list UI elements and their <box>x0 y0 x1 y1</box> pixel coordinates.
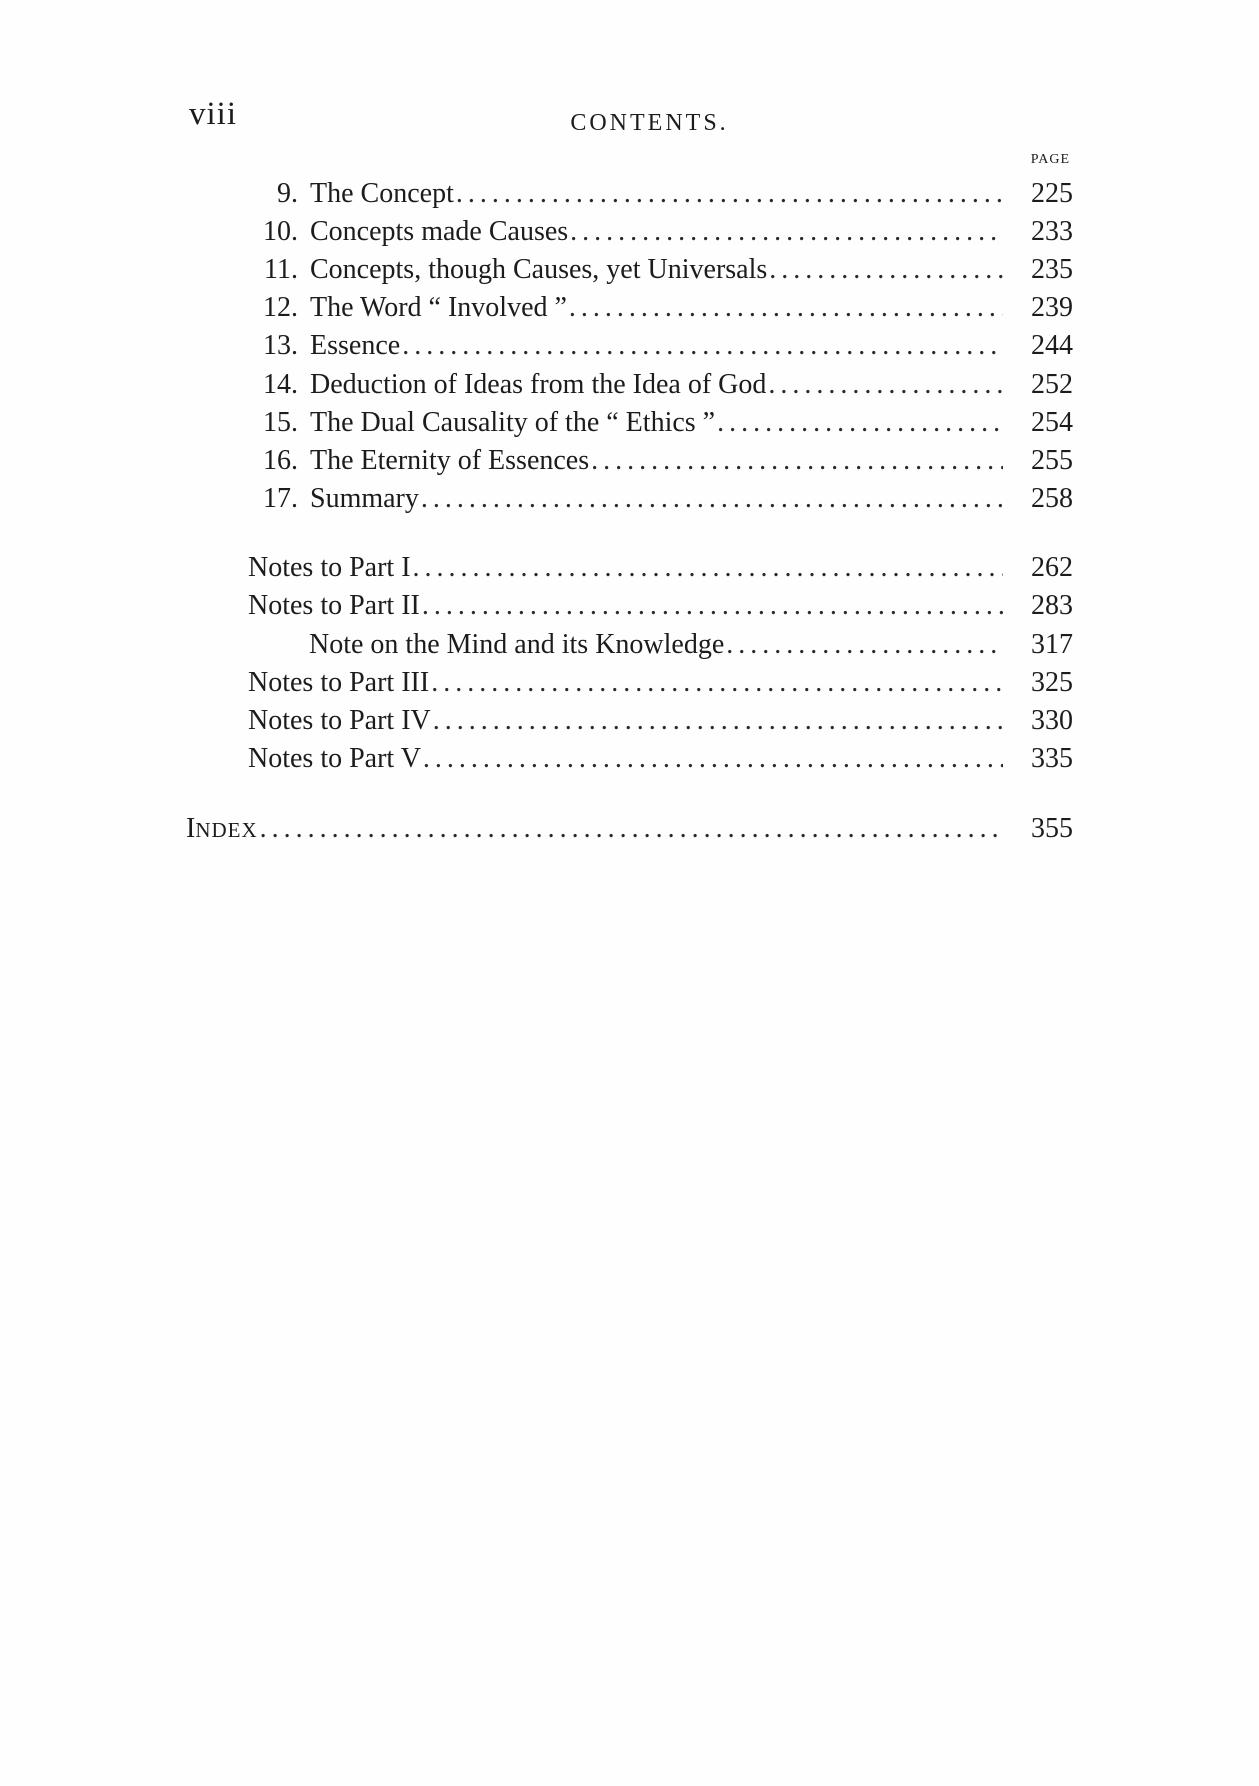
entry-page: 325 <box>1031 667 1073 698</box>
dot-leader <box>431 665 1003 701</box>
toc-entry-index <box>186 811 1073 847</box>
toc-entry <box>248 741 1073 777</box>
entry-page: 244 <box>1031 330 1073 361</box>
toc-entry <box>248 367 1073 403</box>
dot-leader <box>422 588 1003 624</box>
toc-entry <box>248 176 1073 212</box>
entry-number: 16. <box>263 445 298 476</box>
entry-title: Notes to Part II <box>248 590 420 621</box>
dot-leader <box>768 367 1003 403</box>
entry-title: Notes to Part III <box>248 667 430 698</box>
entry-page: 283 <box>1031 590 1073 621</box>
toc-entry <box>248 252 1073 288</box>
entry-title: Concepts, though Causes, yet Universals <box>310 254 768 285</box>
dot-leader <box>423 741 1003 777</box>
toc-entry <box>248 443 1073 479</box>
dot-leader <box>402 328 1003 364</box>
entry-title <box>186 811 258 848</box>
entry-page: 355 <box>1031 813 1073 844</box>
entry-page: 255 <box>1031 445 1073 476</box>
running-head: CONTENTS. <box>570 110 729 136</box>
entry-page: 262 <box>1031 552 1073 583</box>
toc-entry <box>248 405 1073 441</box>
folio-number: viii <box>189 96 238 132</box>
entry-title: Notes to Part IV <box>248 705 431 736</box>
entry-title: Summary <box>310 483 419 514</box>
entry-page: 225 <box>1031 178 1073 209</box>
dot-leader <box>717 405 1003 441</box>
entry-number: 14. <box>263 369 298 400</box>
toc-entry <box>248 550 1073 586</box>
dot-leader <box>456 176 1003 212</box>
entry-page: 235 <box>1031 254 1073 285</box>
entry-number: 13. <box>263 330 298 361</box>
entry-number: 17. <box>263 483 298 514</box>
toc-entry <box>248 588 1073 624</box>
entry-page: 252 <box>1031 369 1073 400</box>
entry-page: 233 <box>1031 216 1073 247</box>
entry-number: 15. <box>263 407 298 438</box>
entry-title: Notes to Part I <box>248 552 411 583</box>
entry-title: Deduction of Ideas from the Idea of God <box>310 369 767 400</box>
entry-page: 258 <box>1031 483 1073 514</box>
toc-entry <box>248 328 1073 364</box>
toc-entry <box>248 703 1073 739</box>
entry-page: 330 <box>1031 705 1073 736</box>
entry-page: 335 <box>1031 743 1073 774</box>
dot-leader <box>726 627 1003 663</box>
entry-title: The Word “ Involved ” <box>310 292 567 323</box>
entry-title: The Eternity of Essences <box>310 445 590 476</box>
dot-leader <box>413 550 1003 586</box>
entry-title: Concepts made Causes <box>310 216 569 247</box>
page-column-label: PAGE <box>1030 152 1070 167</box>
entry-page: 254 <box>1031 407 1073 438</box>
dot-leader <box>570 214 1003 250</box>
dot-leader <box>591 443 1003 479</box>
dot-leader <box>433 703 1003 739</box>
dot-leader <box>421 481 1003 517</box>
entry-title: Essence <box>310 330 401 361</box>
entry-number: 12. <box>263 292 298 323</box>
index-initial: I <box>186 813 196 844</box>
entry-number: 9. <box>277 178 298 209</box>
dot-leader <box>569 290 1003 326</box>
toc-entry <box>248 665 1073 701</box>
toc-entry <box>309 627 1073 663</box>
entry-title: Note on the Mind and its Knowledge <box>309 629 725 660</box>
index-rest: NDEX <box>195 818 258 842</box>
entry-page: 239 <box>1031 292 1073 323</box>
toc-entry <box>248 214 1073 250</box>
entry-number: 11. <box>264 254 298 285</box>
entry-title: Notes to Part V <box>248 743 421 774</box>
entry-title: The Dual Causality of the “ Ethics ” <box>310 407 716 438</box>
dot-leader <box>260 811 1003 847</box>
entry-number: 10. <box>263 216 298 247</box>
entry-title: The Concept <box>310 178 454 209</box>
toc-entry <box>248 290 1073 326</box>
dot-leader <box>769 252 1003 288</box>
entry-page: 317 <box>1031 629 1073 660</box>
toc-entry <box>248 481 1073 517</box>
